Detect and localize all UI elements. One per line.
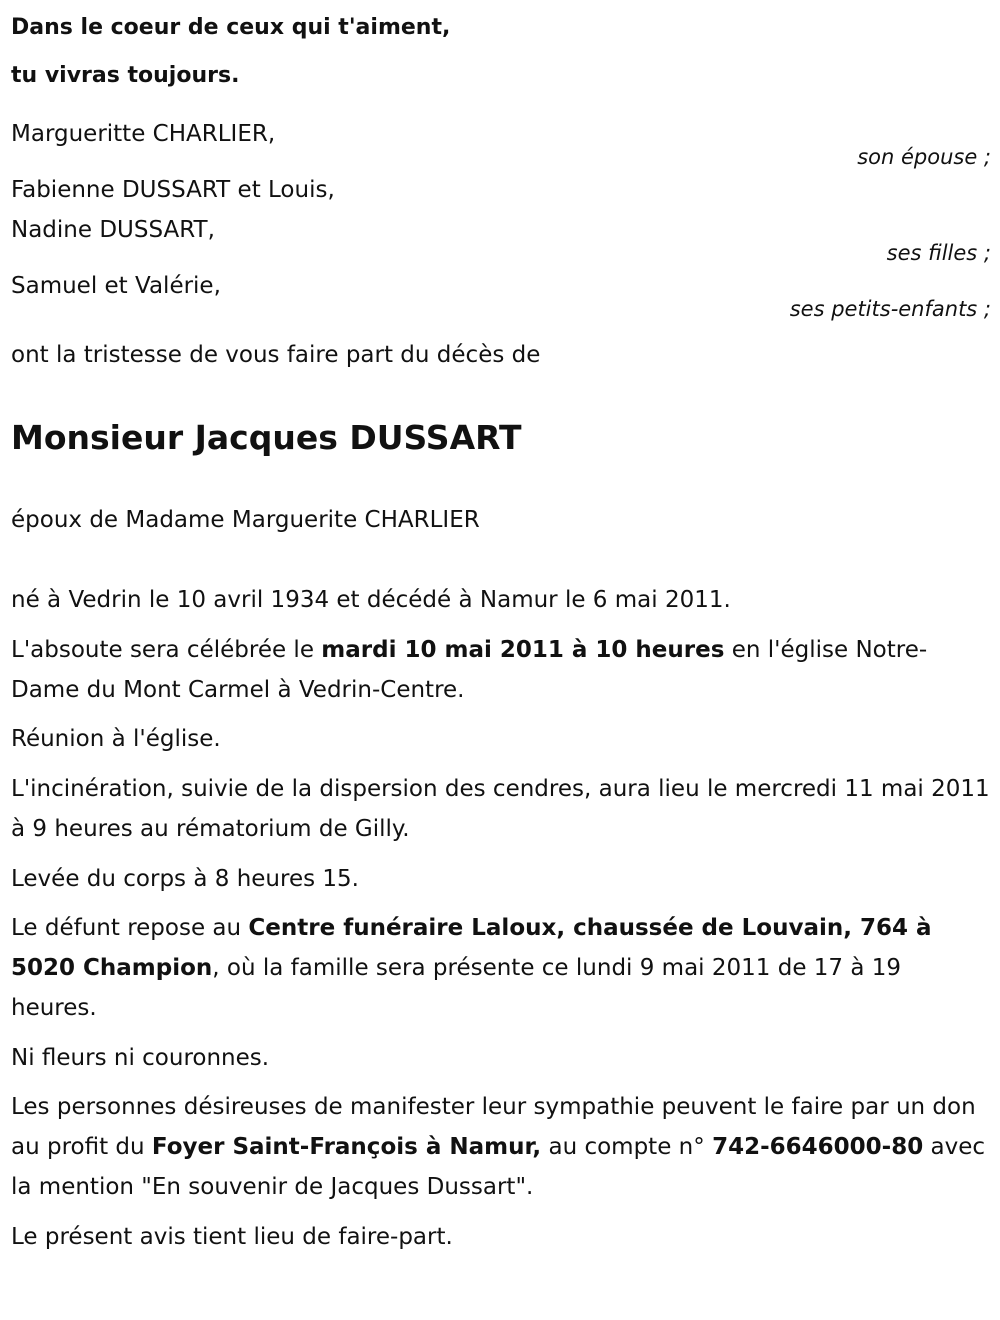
family-list: [11, 114, 991, 325]
obituary-notice: [11, 0, 991, 1257]
motto: [11, 4, 991, 100]
repose-text: Le défunt repose au: [11, 915, 249, 941]
family-group-spouse: [11, 114, 991, 173]
donation-paragraph: [11, 1087, 991, 1207]
donation-text: Les personnes désireuses de manifester leur sympathie peuvent le faire par un don au profit du: [11, 1094, 976, 1160]
fleurs-paragraph: Ni fleurs ni couronnes.: [11, 1045, 270, 1071]
family-name: Samuel et Valérie,: [11, 273, 221, 299]
absoute-place: en l'église Notre-Dame du Mont Carmel à Vedrin-Centre.: [11, 637, 928, 703]
repose-visiting: , où la famille sera présente ce lundi 9 mai 2011 de 17 à 19 heures.: [11, 955, 902, 1021]
donation-account-number: 742-6646000-80: [712, 1134, 924, 1160]
levee-paragraph: Levée du corps à 8 heures 15.: [11, 866, 359, 892]
motto-line-2: tu vivras toujours.: [11, 63, 240, 88]
repose-location: Centre funéraire Laloux, chaussée de Louvain, 764 à 5020 Champion: [11, 915, 932, 981]
absoute-paragraph: [11, 630, 991, 710]
birth-death-paragraph: né à Vedrin le 10 avril 1934 et décédé à Namur le 6 mai 2011.: [11, 587, 731, 613]
family-name: Margueritte CHARLIER,: [11, 121, 276, 147]
family-name: Fabienne DUSSART et Louis,: [11, 177, 335, 203]
faire-part-paragraph: Le présent avis tient lieu de faire-part.: [11, 1224, 453, 1250]
absoute-text: L'absoute sera célébrée le: [11, 637, 322, 663]
spouse-line: époux de Madame Marguerite CHARLIER: [11, 507, 480, 533]
deceased-name: Monsieur Jacques DUSSART: [11, 418, 522, 457]
family-role: son épouse ;: [857, 145, 991, 169]
donation-mention: avec la mention "En souvenir de Jacques Dussart".: [11, 1134, 986, 1200]
reunion-paragraph: Réunion à l'église.: [11, 726, 221, 752]
family-role: ses filles ;: [886, 241, 991, 265]
incineration-paragraph: L'incinération, suivie de la dispersion des cendres, aura lieu le mercredi 11 mai 2011 à 9 heures au rématorium de Gilly.: [11, 776, 990, 842]
repose-paragraph: [11, 908, 991, 1028]
family-group-grandchildren: [11, 266, 991, 325]
donation-beneficiary: Foyer Saint-François à Namur,: [151, 1134, 542, 1160]
family-role: ses petits-enfants ;: [789, 297, 991, 321]
family-group-daughters: [11, 170, 991, 269]
family-name: Nadine DUSSART,: [11, 217, 215, 243]
donation-account-label: au compte n°: [541, 1134, 713, 1160]
announcement: ont la tristesse de vous faire part du décès de: [11, 342, 541, 368]
motto-line-1: Dans le coeur de ceux qui t'aiment,: [11, 15, 451, 40]
absoute-date: mardi 10 mai 2011 à 10 heures: [321, 637, 725, 663]
